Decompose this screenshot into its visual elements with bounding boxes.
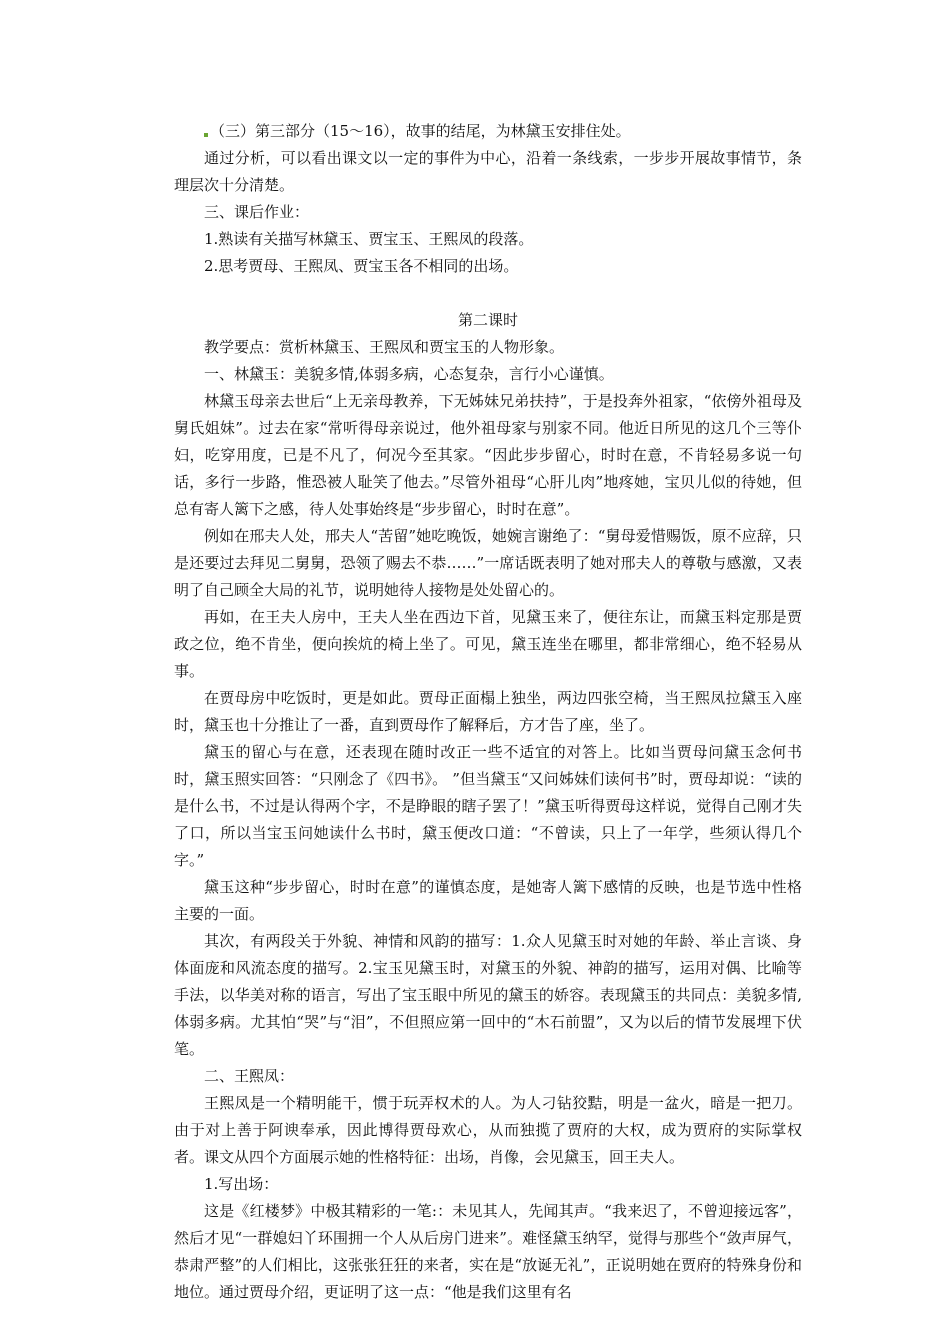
- homework-item-1: 1.熟读有关描写林黛玉、贾宝玉、王熙凤的段落。: [204, 230, 534, 248]
- paragraph-xifeng-1: 王熙凤是一个精明能干，惯于玩弄权术的人。为人刁钻狡黠，明是一盆火，暗是一把刀。由于对上善于阿谀奉承，因此博得贾母欢心，从而独揽了贾府的大权，成为贾府的实际掌权者。课文从四个方面展示她的性格特征：出场，肖像，会见黛玉，回王夫人。: [174, 1094, 802, 1166]
- bullet-dot-icon: [204, 133, 208, 137]
- section-title: 第二课时: [457, 311, 518, 329]
- paragraph-daiyu-4: 在贾母房中吃饭时，更是如此。贾母正面榻上独坐，两边四张空椅，当王熙凤拉黛玉入座时，黛玉也十分推让了一番，直到贾母作了解释后，方才告了座，坐了。: [174, 689, 802, 734]
- teaching-points: 教学要点：赏析林黛玉、王熙凤和贾宝玉的人物形象。: [204, 338, 565, 356]
- homework-heading: 三、课后作业：: [204, 203, 310, 221]
- heading-wang-xifeng: 二、王熙凤：: [204, 1067, 295, 1085]
- paragraph-daiyu-7: 其次，有两段关于外貌、神情和风韵的描写：1.众人见黛玉时对她的年龄、举止言谈、身体面庞和风流态度的描写。2.宝玉见黛玉时，对黛玉的外貌、神韵的描写，运用对偶、比喻等手法，以华美对称的语言，写出了宝玉眼中所见的黛玉的娇容。表现黛玉的共同点：美貌多情,体弱多病。尤其怕“哭”与“泪”，不但照应第一回中的“木石前盟”，又为以后的情节发展埋下伏笔。: [174, 932, 802, 1058]
- spacer: [174, 280, 802, 307]
- paragraph-daiyu-1: 林黛玉母亲去世后“上无亲母教养，下无姊妹兄弟扶持”，于是投奔外祖家，“依傍外祖母及舅氏姐妹”。过去在家“常听得母亲说过，他外祖母家与别家不同。他近日所见的这几个三等仆妇，吃穿用度，已是不凡了，何况今至其家。“因此步步留心，时时在意，不肯轻易多说一句话，多行一步路，惟恐被人耻笑了他去。”尽管外祖母“心肝儿肉”地疼她，宝贝儿似的待她，但总有寄人篱下之感，待人处事始终是“步步留心，时时在意”。: [174, 392, 802, 518]
- paragraph-daiyu-2: 例如在邢夫人处，邢夫人“苦留”她吃晚饭，她婉言谢绝了：“舅母爱惜赐饭，原不应辞，只是还要过去拜见二舅舅，恐领了赐去不恭……”一席话既表明了她对邢夫人的尊敬与感激，又表明了自己顾全大局的礼节，说明她待人接物是处处留心的。: [174, 527, 802, 599]
- paragraph-analysis: 通过分析，可以看出课文以一定的事件为中心，沿着一条线索，一步步开展故事情节，条理层次十分清楚。: [174, 149, 802, 194]
- paragraph-part-three: （三）第三部分（15～16），故事的结尾，为林黛玉安排住处。: [174, 118, 802, 145]
- homework-item-2: 2.思考贾母、王熙凤、贾宝玉各不相同的出场。: [204, 257, 519, 275]
- paragraph-daiyu-5: 黛玉的留心与在意，还表现在随时改正一些不适宜的对答上。比如当贾母问黛玉念何书时，黛玉照实回答：“只刚念了《四书》。 ”但当黛玉“又问姊妹们读何书”时，贾母却说：“读的是什么书，不过是认得两个字，不是睁眼的瞎子罢了！”黛玉听得贾母这样说，觉得自己刚才失了口，所以当宝玉问她读什么书时，黛玉便改口道：“不曾读，只上了一年学，些须认得几个字。”: [174, 743, 802, 869]
- paragraph-daiyu-6: 黛玉这种“步步留心，时时在意”的谨慎态度，是她寄人篱下感情的反映，也是节选中性格主要的一面。: [174, 878, 802, 923]
- paragraph-daiyu-3: 再如，在王夫人房中，王夫人坐在西边下首，见黛玉来了，便往东让，而黛玉料定那是贾政之位，绝不肯坐，便向挨炕的椅上坐了。可见，黛玉连坐在哪里，都非常细心，绝不轻易从事。: [174, 608, 802, 680]
- heading-lin-daiyu: 一、林黛玉：美貌多情,体弱多病，心态复杂，言行小心谨慎。: [204, 365, 614, 383]
- document-body: [174, 118, 802, 1306]
- heading-appearance: 1.写出场：: [204, 1175, 279, 1193]
- paragraph-xifeng-2: 这是《红楼梦》中极其精彩的一笔:：未见其人，先闻其声。“我来迟了，不曾迎接远客”，然后才见“一群媳妇丫环围拥一个人从后房门进来”。难怪黛玉纳罕，觉得与那些个“敛声屏气，恭肃严整”的人们相比，这张张狂狂的来者，实在是“放诞无礼”，正说明她在贾府的特殊身份和地位。通过贾母介绍，更证明了这一点：“他是我们这里有名: [174, 1202, 802, 1301]
